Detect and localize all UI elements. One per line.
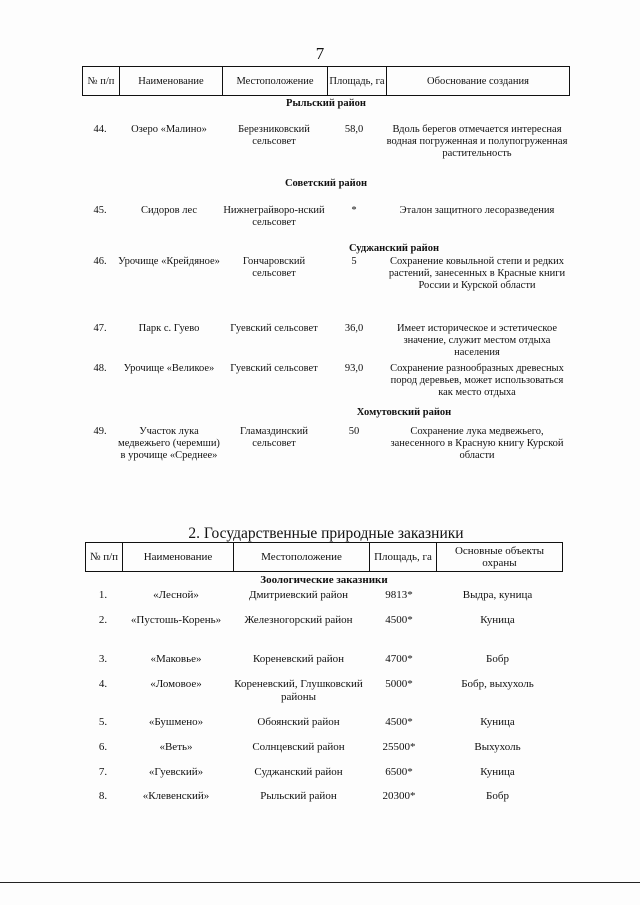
table1-header <box>82 66 570 96</box>
row-location: Гончаровский сельсовет <box>242 256 306 279</box>
header-name: Наименование <box>123 543 234 571</box>
row-area: 4700* <box>385 653 413 665</box>
row-location: Дмитриевский район <box>248 589 349 601</box>
header-name: Наименование <box>120 67 223 95</box>
row-num: 46. <box>93 256 107 267</box>
row-objects: Куница <box>480 614 515 626</box>
row-num: 4. <box>98 678 108 690</box>
row-num: 2. <box>98 614 108 626</box>
header-location: Местоположение <box>223 67 328 95</box>
row-location: Кореневский район <box>253 653 344 665</box>
row-name: «Маковье» <box>150 653 202 665</box>
header-area: Площадь, га <box>370 543 437 571</box>
row-name: «Лесной» <box>153 589 199 601</box>
row-location: Суджанский район <box>254 766 343 778</box>
row-basis: Сохранение ковыльной степи и редких растений, занесенных в Красные книги России и Курской области <box>388 256 566 291</box>
row-basis: Сохранение лука медвежьего, занесенного в Красную книгу Курской области <box>390 426 564 461</box>
row-location: Гламаздинский сельсовет <box>240 426 308 449</box>
section2-title: 2. Государственные природные заказники <box>188 525 464 542</box>
table2-header <box>85 542 563 572</box>
row-name: «Ломовое» <box>150 678 202 690</box>
header-num: № п/п <box>86 543 123 571</box>
row-area: 20300* <box>382 790 416 802</box>
page-bottom-rule <box>0 882 640 883</box>
row-num: 3. <box>98 653 108 665</box>
row-basis: Имеет историческое и эстетическое значение, служит местом отдыха населения <box>396 323 558 358</box>
row-num: 6. <box>98 741 108 753</box>
row-area: 50 <box>348 426 360 437</box>
row-num: 1. <box>98 589 108 601</box>
row-area: 5 <box>351 256 357 267</box>
section-heading: Советский район <box>284 178 368 189</box>
header-basis: Обоснование создания <box>427 75 529 87</box>
row-location: Солнцевский район <box>252 741 345 753</box>
row-objects: Выдра, куница <box>462 589 533 601</box>
row-num: 47. <box>93 323 107 334</box>
header-objects: Основные объекты охраны <box>454 545 545 569</box>
row-num: 7. <box>98 766 108 778</box>
row-area: * <box>351 205 357 216</box>
header-location: Местоположение <box>234 543 370 571</box>
row-area: 4500* <box>385 716 413 728</box>
row-area: 36,0 <box>344 323 364 334</box>
row-location: Березниковский сельсовет <box>238 124 310 147</box>
row-name: Урочище «Крейдяное» <box>118 256 220 267</box>
row-num: 45. <box>93 205 107 216</box>
row-name: «Веть» <box>159 741 193 753</box>
row-name: «Клевенский» <box>142 790 210 802</box>
row-location: Нижнеграйворо-нский сельсовет <box>223 205 325 228</box>
row-location: Гуевский сельсовет <box>230 363 318 374</box>
subsection-heading: Зоологические заказники <box>260 574 388 586</box>
row-area: 6500* <box>385 766 413 778</box>
row-area: 4500* <box>385 614 413 626</box>
row-name: Парк с. Гуево <box>138 323 200 334</box>
row-num: 49. <box>93 426 107 437</box>
row-objects: Выхухоль <box>474 741 521 753</box>
row-num: 44. <box>93 124 107 135</box>
row-name: Участок лука медвежьего (черемши) в урочище «Среднее» <box>118 426 220 461</box>
row-num: 48. <box>93 363 107 374</box>
section-heading: Хомутовский район <box>356 407 452 418</box>
row-objects: Куница <box>480 766 515 778</box>
row-location: Гуевский сельсовет <box>230 323 318 334</box>
row-area: 9813* <box>385 589 413 601</box>
row-objects: Бобр <box>486 790 509 802</box>
row-num: 8. <box>98 790 108 802</box>
row-objects: Бобр <box>486 653 509 665</box>
row-area: 5000* <box>385 678 413 690</box>
section-heading: Рыльский район <box>286 98 366 109</box>
row-location: Железногорский район <box>244 614 353 626</box>
row-name: «Пустошь-Корень» <box>130 614 222 626</box>
row-area: 58,0 <box>344 124 364 135</box>
row-name: Озеро «Малино» <box>131 124 207 135</box>
header-num: № п/п <box>83 67 120 95</box>
row-name: Урочище «Великое» <box>123 363 215 374</box>
row-area: 25500* <box>382 741 416 753</box>
row-area: 93,0 <box>344 363 364 374</box>
row-objects: Бобр, выхухоль <box>461 678 534 690</box>
row-basis: Сохранение разнообразных древесных пород деревьев, может использоваться как место отдыха <box>390 363 564 398</box>
row-basis: Вдоль берегов отмечается интересная водная погруженная и полупогруженная растительность <box>386 124 568 159</box>
row-location: Рыльский район <box>260 790 337 802</box>
row-name: Сидоров лес <box>140 205 198 216</box>
page-number: 7 <box>315 44 325 63</box>
row-objects: Куница <box>480 716 515 728</box>
row-location: Кореневский, Глушковский районы <box>234 678 363 703</box>
row-name: «Бушмено» <box>148 716 204 728</box>
row-basis: Эталон защитного лесоразведения <box>399 205 555 216</box>
row-num: 5. <box>98 716 108 728</box>
section-heading: Суджанский район <box>348 243 439 254</box>
row-location: Обоянский район <box>257 716 340 728</box>
header-area: Площадь, га <box>328 67 387 95</box>
row-name: «Гуевский» <box>148 766 204 778</box>
